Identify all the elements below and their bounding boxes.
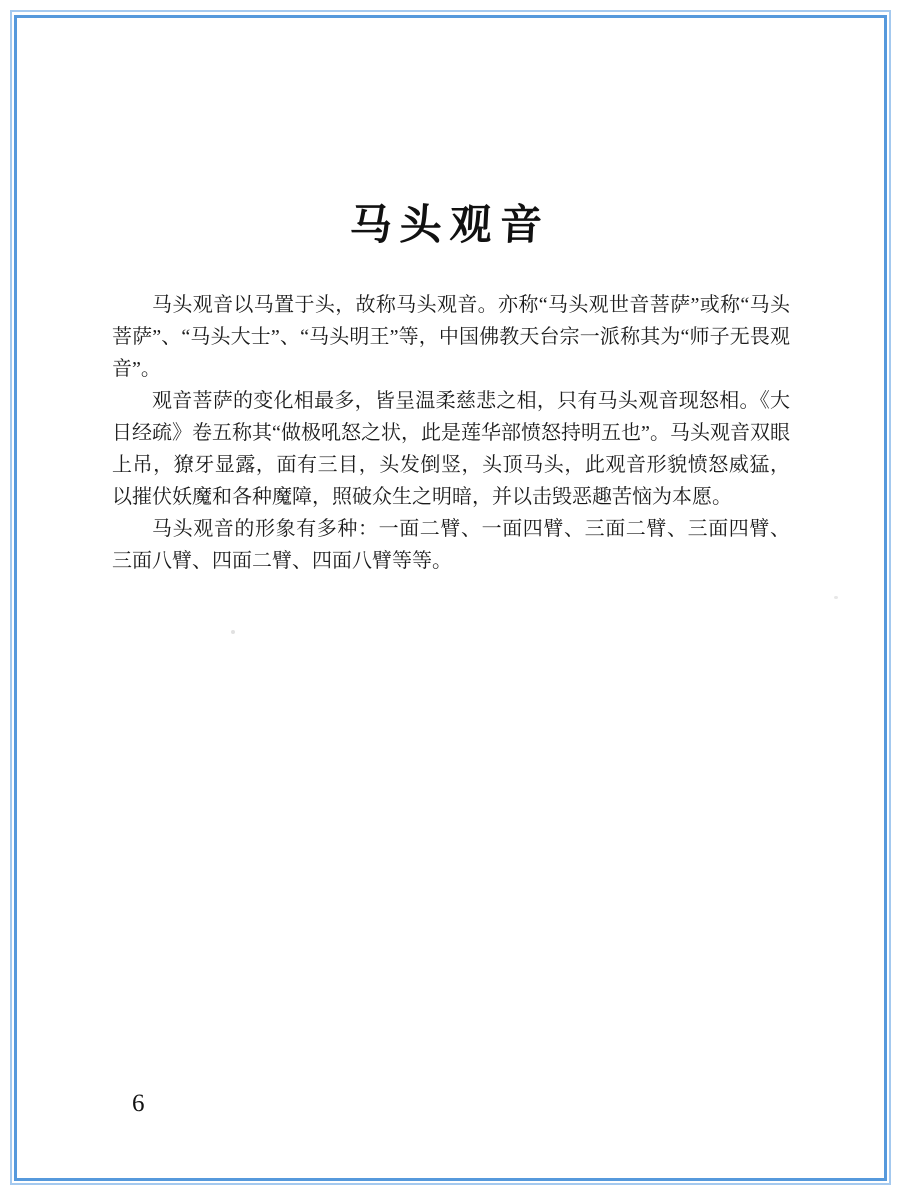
paragraph: 马头观音以马置于头，故称马头观音。亦称“马头观世音菩萨”或称“马头菩萨”、“马头大士”、“马头明王”等，中国佛教天台宗一派称其为“师子无畏观音”。 [112,294,790,380]
scan-speck [231,630,235,634]
body-text [112,289,790,577]
paragraph: 观音菩萨的变化相最多，皆呈温柔慈悲之相，只有马头观音现怒相。《大日经疏》卷五称其“做极吼怒之状，此是莲华部愤怒持明五也”。马头观音双眼上吊，獠牙显露，面有三目，头发倒竖，头顶马头，此观音形貌愤怒威猛，以摧伏妖魔和各种魔障，照破众生之明暗，并以击毁恶趣苦恼为本愿。 [112,390,790,508]
page-border-outer [10,10,891,1185]
page-border-inner [14,15,887,1181]
page-title: 马头观音 [348,201,552,248]
paragraph: 马头观音的形象有多种：一面二臂、一面四臂、三面二臂、三面四臂、三面八臂、四面二臂、四面八臂等等。 [112,518,790,572]
scan-speck [834,596,838,599]
page-number: 6 [132,1090,145,1117]
